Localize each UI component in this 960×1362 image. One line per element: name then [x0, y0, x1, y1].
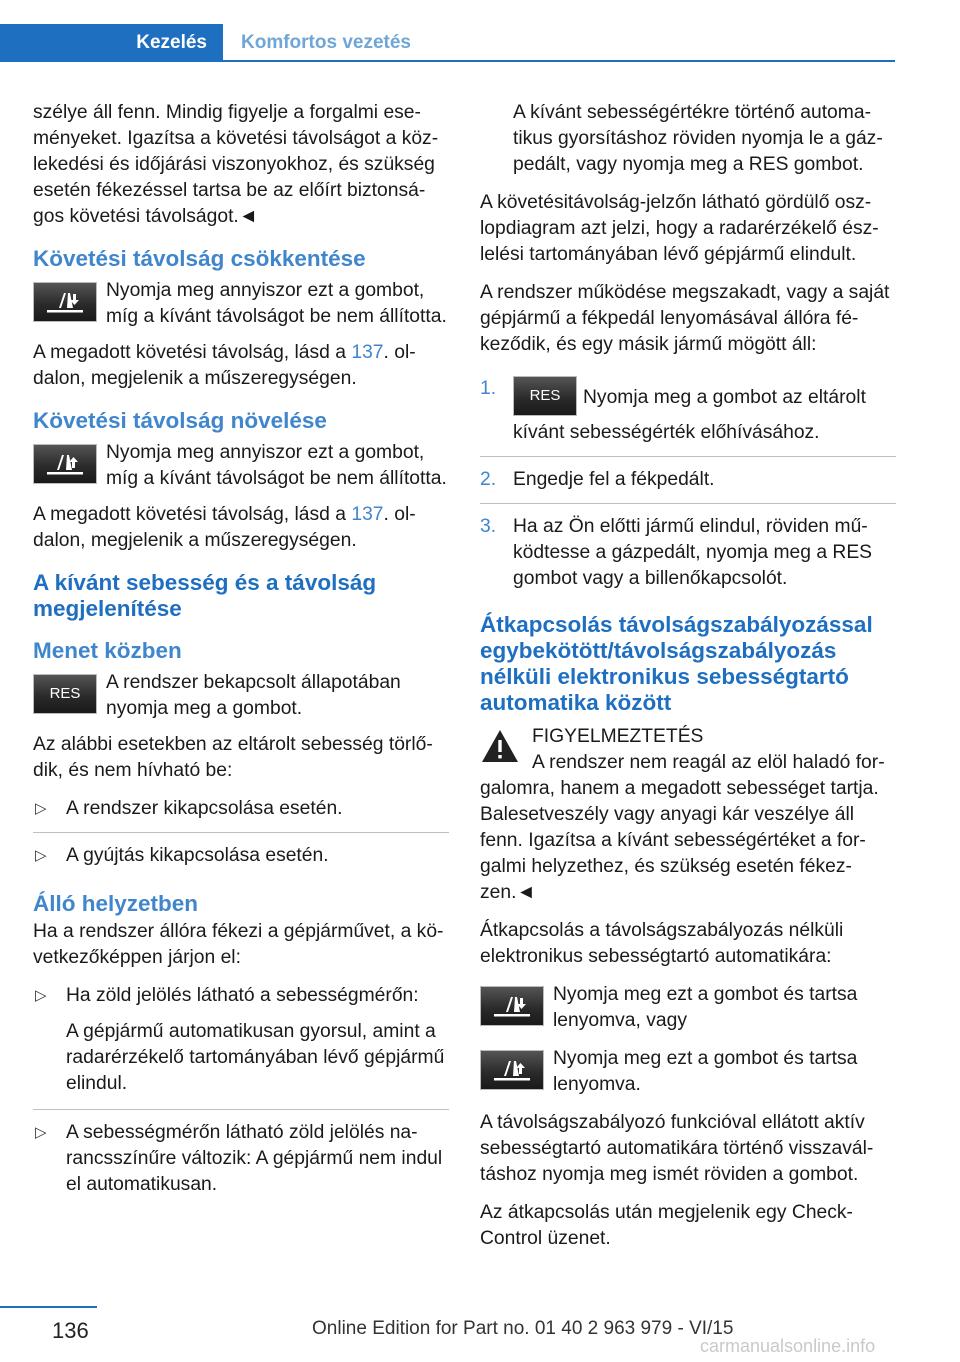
ref-text: . oldalon, megjelenik a műszeregységen.: [33, 342, 416, 389]
paragraph-reference: [33, 340, 449, 392]
page-link[interactable]: 137: [351, 504, 384, 525]
res-button-image: RES: [513, 376, 577, 416]
step-text: Nyomja meg a gombot az eltárolt kívánt sebességérték előhívásához.: [513, 387, 866, 443]
divider: [480, 503, 896, 504]
paragraph: szélye áll fenn. Mindig figyelje a forgalmi eseményeket. Igazítsa a követési távolságot a közlekedési és időjárási viszonyokhoz, és szükség esetén fékezéssel tartsa be az előírt biztonságos követési távolságot.◄: [33, 102, 439, 227]
step-text: Ha az Ön előtti jármű elindul, röviden működtesse a gázpedált, nyomja meg a RES gombot vagy a billenőkapcsolót.: [513, 516, 873, 589]
step-number: 3.: [480, 516, 497, 537]
button-instruction: [33, 278, 449, 330]
ref-text: A megadott követési távolság, lásd a: [33, 504, 352, 525]
button-instruction: [480, 1046, 896, 1098]
tab-kezeles[interactable]: [0, 24, 223, 61]
list-item-text: Ha zöld jelölés látható a sebességmérőn:: [66, 985, 419, 1006]
heading-distance-decrease: Követési távolság csökkentése: [33, 246, 366, 271]
list-item: [33, 796, 449, 822]
warning-box: [480, 724, 896, 906]
watermark: carmanualsonline.info: [700, 1336, 876, 1356]
distance-increase-icon: [33, 444, 97, 484]
list-item-text: A sebességmérőn látható zöld jelölés narancsszínűre változik: A gépjármű nem indul el automatikusan.: [66, 1122, 443, 1195]
instruction-text: A rendszer bekapcsolt állapotában nyomja meg a gombot.: [106, 672, 401, 719]
paragraph: Az alábbi esetekben az eltárolt sebesség törlődik, és nem hívható be:: [33, 734, 433, 781]
paragraph: A rendszer működése megszakadt, vagy a saját gépjármű a fékpedál lenyomásával állóra fékeződik, és egy másik jármű mögött áll:: [480, 282, 890, 355]
tab-komfortos-vezetes[interactable]: [241, 24, 411, 61]
left-column: [33, 100, 449, 1208]
warning-text: A rendszer nem reagál az elöl haladó forgalomra, hanem a megadott sebességet tartja. Balesetveszély vagy anyagi kár veszélye áll fenn. Igazítsa a kívánt sebességértéket a forgalmi helyzethez, és szükség esetén fékezzen.◄: [480, 752, 885, 903]
distance-increase-icon: [480, 1050, 544, 1090]
paragraph: A követésitávolság-jelzőn látható gördülő oszlopdiagram azt jelzi, hogy a radarérzékelő észlelési tartományában lévő gépjármű elindult.: [480, 192, 879, 265]
instruction-text: Nyomja meg annyiszor ezt a gombot, míg a kívánt távolságot be nem állította.: [106, 280, 447, 327]
right-column: [480, 100, 896, 1264]
tab-label: Komfortos vezetés: [241, 31, 411, 53]
ref-text: A megadott követési távolság, lásd a: [33, 342, 352, 363]
heading-driving: Menet közben: [33, 638, 182, 663]
list-item-text: A gyújtás kikapcsolása esetén.: [66, 845, 329, 866]
step-item: [480, 376, 896, 446]
res-button-image: RES: [33, 674, 97, 714]
step-text: Engedje fel a fékpedált.: [513, 469, 715, 490]
list-item-text: A rendszer kikapcsolása esetén.: [66, 798, 343, 819]
paragraph: A kívánt sebességértékre történő automatikus gyorsításhoz röviden nyomja le a gázpedált, vagy nyomja meg a RES gombot.: [513, 102, 883, 175]
divider: [480, 456, 896, 457]
heading-display: A kívánt sebesség és a távolság megjelenítése: [33, 570, 377, 621]
divider: [33, 1109, 449, 1110]
page-number: 136: [52, 1318, 89, 1343]
step-item: [480, 514, 896, 592]
ref-text: . oldalon, megjelenik a műszeregységen.: [33, 504, 416, 551]
bullet-triangle-icon: ▷: [35, 1124, 47, 1141]
warning-title: FIGYELMEZTETÉS: [532, 726, 704, 747]
distance-decrease-icon: [33, 282, 97, 322]
paragraph: Ha a rendszer állóra fékezi a gépjárművet, a következőképpen járjon el:: [33, 921, 444, 968]
paragraph: A távolságszabályozó funkcióval ellátott aktív sebességtartó automatikára történő visszaváltáshoz nyomja meg ismét röviden a gombot.: [480, 1112, 874, 1185]
heading-distance-increase: Követési távolság növelése: [33, 408, 327, 433]
warning-triangle-icon: [480, 728, 520, 764]
instruction-text: Nyomja meg annyiszor ezt a gombot, míg a kívánt távolságot be nem állította.: [106, 442, 447, 489]
bullet-triangle-icon: ▷: [35, 847, 47, 864]
heading-stationary: Álló helyzetben: [33, 891, 199, 916]
step-item: [480, 467, 896, 493]
instruction-text: Nyomja meg ezt a gombot és tartsa lenyomva, vagy: [553, 984, 858, 1031]
tab-label: Kezelés: [136, 31, 207, 53]
paragraph: Az átkapcsolás után megjelenik egy Check-Control üzenet.: [480, 1202, 853, 1249]
edition-text: Online Edition for Part no. 01 40 2 963 979 - VI/15: [312, 1318, 734, 1339]
header-rule: [0, 60, 895, 62]
list-item: [33, 983, 449, 1009]
list-item: [33, 843, 449, 869]
button-instruction: [33, 670, 449, 722]
heading-switch: Átkapcsolás távolságszabályozással egybekötött/távolságszabályozás nélküli elektronikus sebességtartó automatika között: [480, 612, 873, 715]
list-item: [33, 1120, 449, 1198]
paragraph-reference: [33, 502, 449, 554]
footer-rule: [0, 1306, 97, 1308]
button-instruction: [33, 440, 449, 492]
paragraph: Átkapcsolás a távolságszabályozás nélküli elektronikus sebességtartó automatikára:: [480, 920, 844, 967]
instruction-text: Nyomja meg ezt a gombot és tartsa lenyomva.: [553, 1048, 858, 1095]
divider: [33, 832, 449, 833]
bullet-triangle-icon: ▷: [35, 800, 47, 817]
list-item-subtext: A gépjármű automatikusan gyorsul, amint a radarérzékelő tartományában lévő gépjármű elindul.: [66, 1021, 445, 1094]
bullet-triangle-icon: ▷: [35, 987, 47, 1004]
step-number: 2.: [480, 469, 497, 490]
step-number: 1.: [480, 378, 497, 399]
page-link[interactable]: 137: [351, 342, 384, 363]
button-instruction: [480, 982, 896, 1034]
distance-decrease-icon: [480, 986, 544, 1026]
